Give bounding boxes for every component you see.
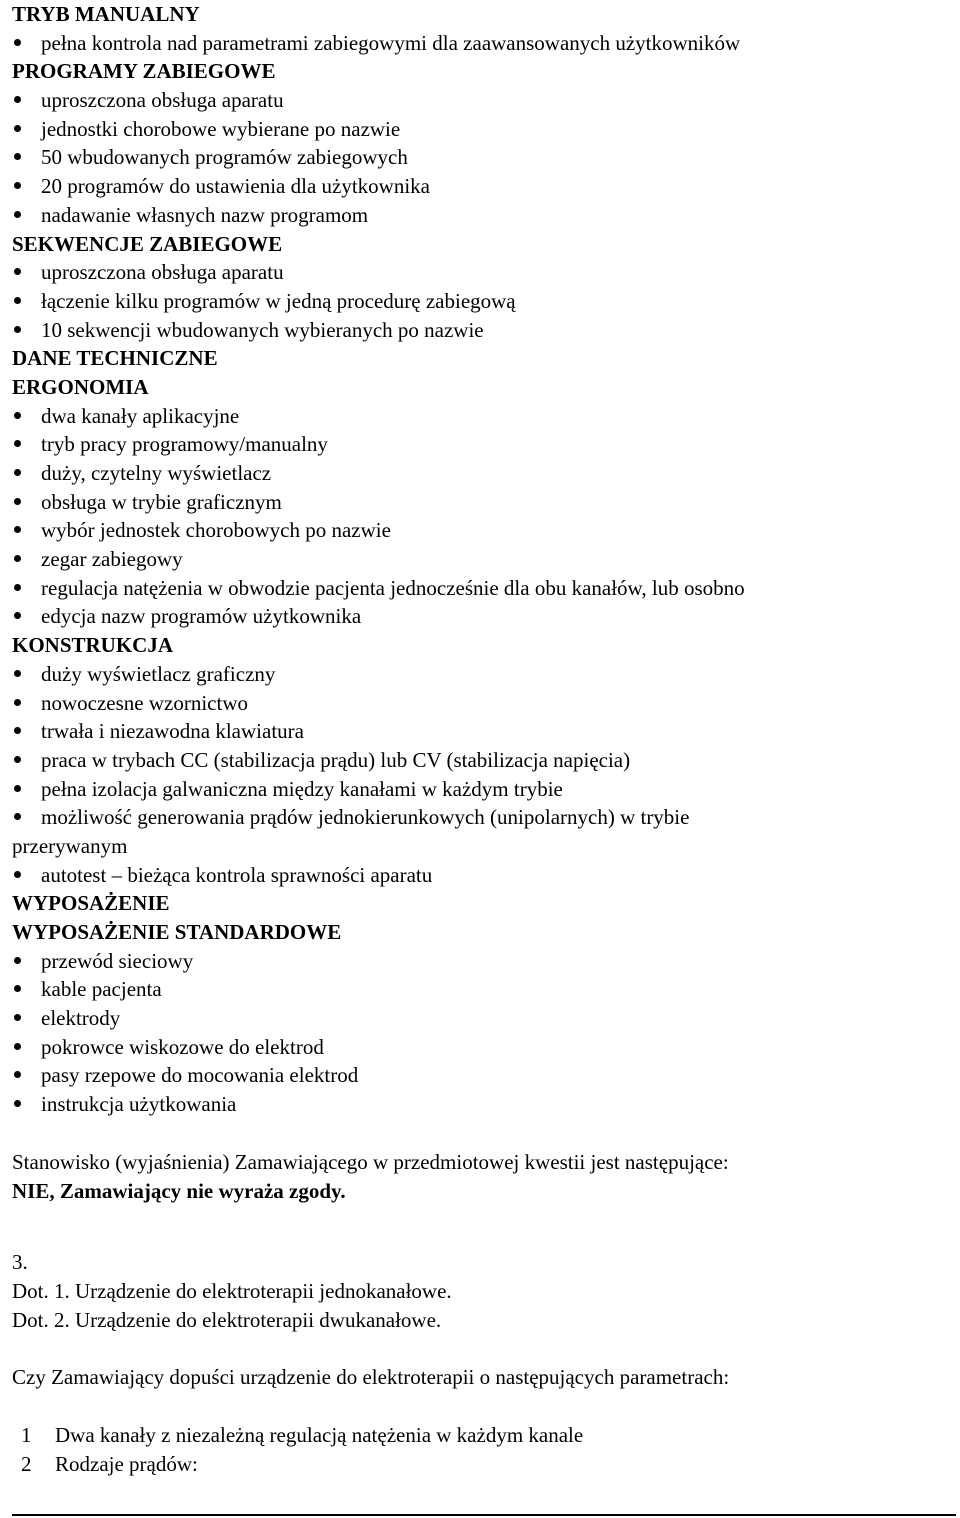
bullet-icon bbox=[14, 469, 21, 476]
document-body bbox=[12, 0, 952, 1478]
list-item: możliwość generowania prądów jednokierunkowych (unipolarnych) w trybie bbox=[12, 803, 952, 832]
bullet-icon bbox=[14, 957, 21, 964]
bullet-icon bbox=[14, 1100, 21, 1107]
list-item: nadawanie własnych nazw programom bbox=[12, 201, 952, 230]
bullet-icon bbox=[14, 785, 21, 792]
list-item-continuation: przerywanym bbox=[12, 833, 128, 858]
bullet-icon bbox=[14, 268, 21, 275]
bullet-icon bbox=[14, 125, 21, 132]
list-item: wybór jednostek chorobowych po nazwie bbox=[12, 516, 952, 545]
list-item: regulacja natężenia w obwodzie pacjenta jednocześnie dla obu kanałów, lub osobno bbox=[12, 574, 952, 603]
list-item: łączenie kilku programów w jedną procedurę zabiegową bbox=[12, 287, 952, 316]
bullet-icon bbox=[14, 526, 21, 533]
bullet-icon bbox=[14, 584, 21, 591]
bullet-icon bbox=[14, 612, 21, 619]
bullet-icon bbox=[14, 985, 21, 992]
bullet-icon bbox=[14, 297, 21, 304]
answer-statement: Stanowisko (wyjaśnienia) Zamawiającego w przedmiotowej kwestii jest następujące: bbox=[12, 1149, 729, 1174]
section-heading: PROGRAMY ZABIEGOWE bbox=[12, 59, 276, 84]
bullet-icon bbox=[14, 153, 21, 160]
list-item: nowoczesne wzornictwo bbox=[12, 689, 952, 718]
bottom-rule bbox=[12, 1514, 956, 1516]
bullet-icon bbox=[14, 39, 21, 46]
list-item: uproszczona obsługa aparatu bbox=[12, 258, 952, 287]
bullet-icon bbox=[14, 498, 21, 505]
list-item: tryb pracy programowy/manualny bbox=[12, 430, 952, 459]
list-item: kable pacjenta bbox=[12, 975, 952, 1004]
list-item: 20 programów do ustawienia dla użytkownika bbox=[12, 172, 952, 201]
list-item: uproszczona obsługa aparatu bbox=[12, 86, 952, 115]
section-heading: KONSTRUKCJA bbox=[12, 633, 174, 658]
question-text: Czy Zamawiający dopuści urządzenie do elektroterapii o następujących parametrach: bbox=[12, 1365, 730, 1390]
bullet-icon bbox=[14, 96, 21, 103]
dot-line-2: Dot. 2. Urządzenie do elektroterapii dwukanałowe. bbox=[12, 1307, 442, 1332]
section-heading: SEKWENCJE ZABIEGOWE bbox=[12, 231, 283, 256]
bullet-icon bbox=[14, 440, 21, 447]
param-row: 1 Dwa kanały z niezależną regulacją natężenia w każdym kanale bbox=[21, 1422, 584, 1447]
bullet-icon bbox=[14, 211, 21, 218]
list-item: edycja nazw programów użytkownika bbox=[12, 602, 952, 631]
bullet-icon bbox=[14, 326, 21, 333]
list-item: duży, czytelny wyświetlacz bbox=[12, 459, 952, 488]
list-item: autotest – bieżąca kontrola sprawności aparatu bbox=[12, 861, 952, 890]
section-heading: ERGONOMIA bbox=[12, 374, 149, 399]
bullet-icon bbox=[14, 1014, 21, 1021]
section-heading: TRYB MANUALNY bbox=[12, 2, 200, 26]
list-item: zegar zabiegowy bbox=[12, 545, 952, 574]
dot-line-1: Dot. 1. Urządzenie do elektroterapii jednokanałowe. bbox=[12, 1278, 452, 1303]
question-number: 3. bbox=[12, 1250, 28, 1275]
section-heading: WYPOSAŻENIE STANDARDOWE bbox=[12, 920, 342, 944]
list-item: instrukcja użytkowania bbox=[12, 1090, 952, 1119]
list-item: elektrody bbox=[12, 1004, 952, 1033]
bullet-icon bbox=[14, 813, 21, 820]
bullet-icon bbox=[14, 756, 21, 763]
list-item: trwała i niezawodna klawiatura bbox=[12, 717, 952, 746]
list-item: pasy rzepowe do mocowania elektrod bbox=[12, 1061, 952, 1090]
list-item: przewód sieciowy bbox=[12, 947, 952, 976]
bullet-icon bbox=[14, 670, 21, 677]
list-item: praca w trybach CC (stabilizacja prądu) lub CV (stabilizacja napięcia) bbox=[12, 746, 952, 775]
bullet-icon bbox=[14, 1043, 21, 1050]
bullet-icon bbox=[14, 871, 21, 878]
list-item: pokrowce wiskozowe do elektrod bbox=[12, 1033, 952, 1062]
section-heading: DANE TECHNICZNE bbox=[12, 346, 218, 371]
list-item: 10 sekwencji wbudowanych wybieranych po nazwie bbox=[12, 316, 952, 345]
list-item: jednostki chorobowe wybierane po nazwie bbox=[12, 115, 952, 144]
bullet-icon bbox=[14, 699, 21, 706]
list-item: obsługa w trybie graficznym bbox=[12, 488, 952, 517]
list-item: dwa kanały aplikacyjne bbox=[12, 402, 952, 431]
list-item: pełna kontrola nad parametrami zabiegowymi dla zaawansowanych użytkowników bbox=[12, 29, 952, 58]
param-row: 2 Rodzaje prądów: bbox=[21, 1451, 198, 1476]
bullet-icon bbox=[14, 182, 21, 189]
list-item: 50 wbudowanych programów zabiegowych bbox=[12, 143, 952, 172]
bullet-icon bbox=[14, 727, 21, 734]
section-heading: WYPOSAŻENIE bbox=[12, 891, 170, 916]
answer-decision: NIE, Zamawiający nie wyraża zgody. bbox=[12, 1178, 346, 1203]
bullet-icon bbox=[14, 1071, 21, 1078]
list-item: duży wyświetlacz graficzny bbox=[12, 660, 952, 689]
bullet-icon bbox=[14, 555, 21, 562]
list-item: pełna izolacja galwaniczna między kanałami w każdym trybie bbox=[12, 775, 952, 804]
bullet-icon bbox=[14, 412, 21, 419]
